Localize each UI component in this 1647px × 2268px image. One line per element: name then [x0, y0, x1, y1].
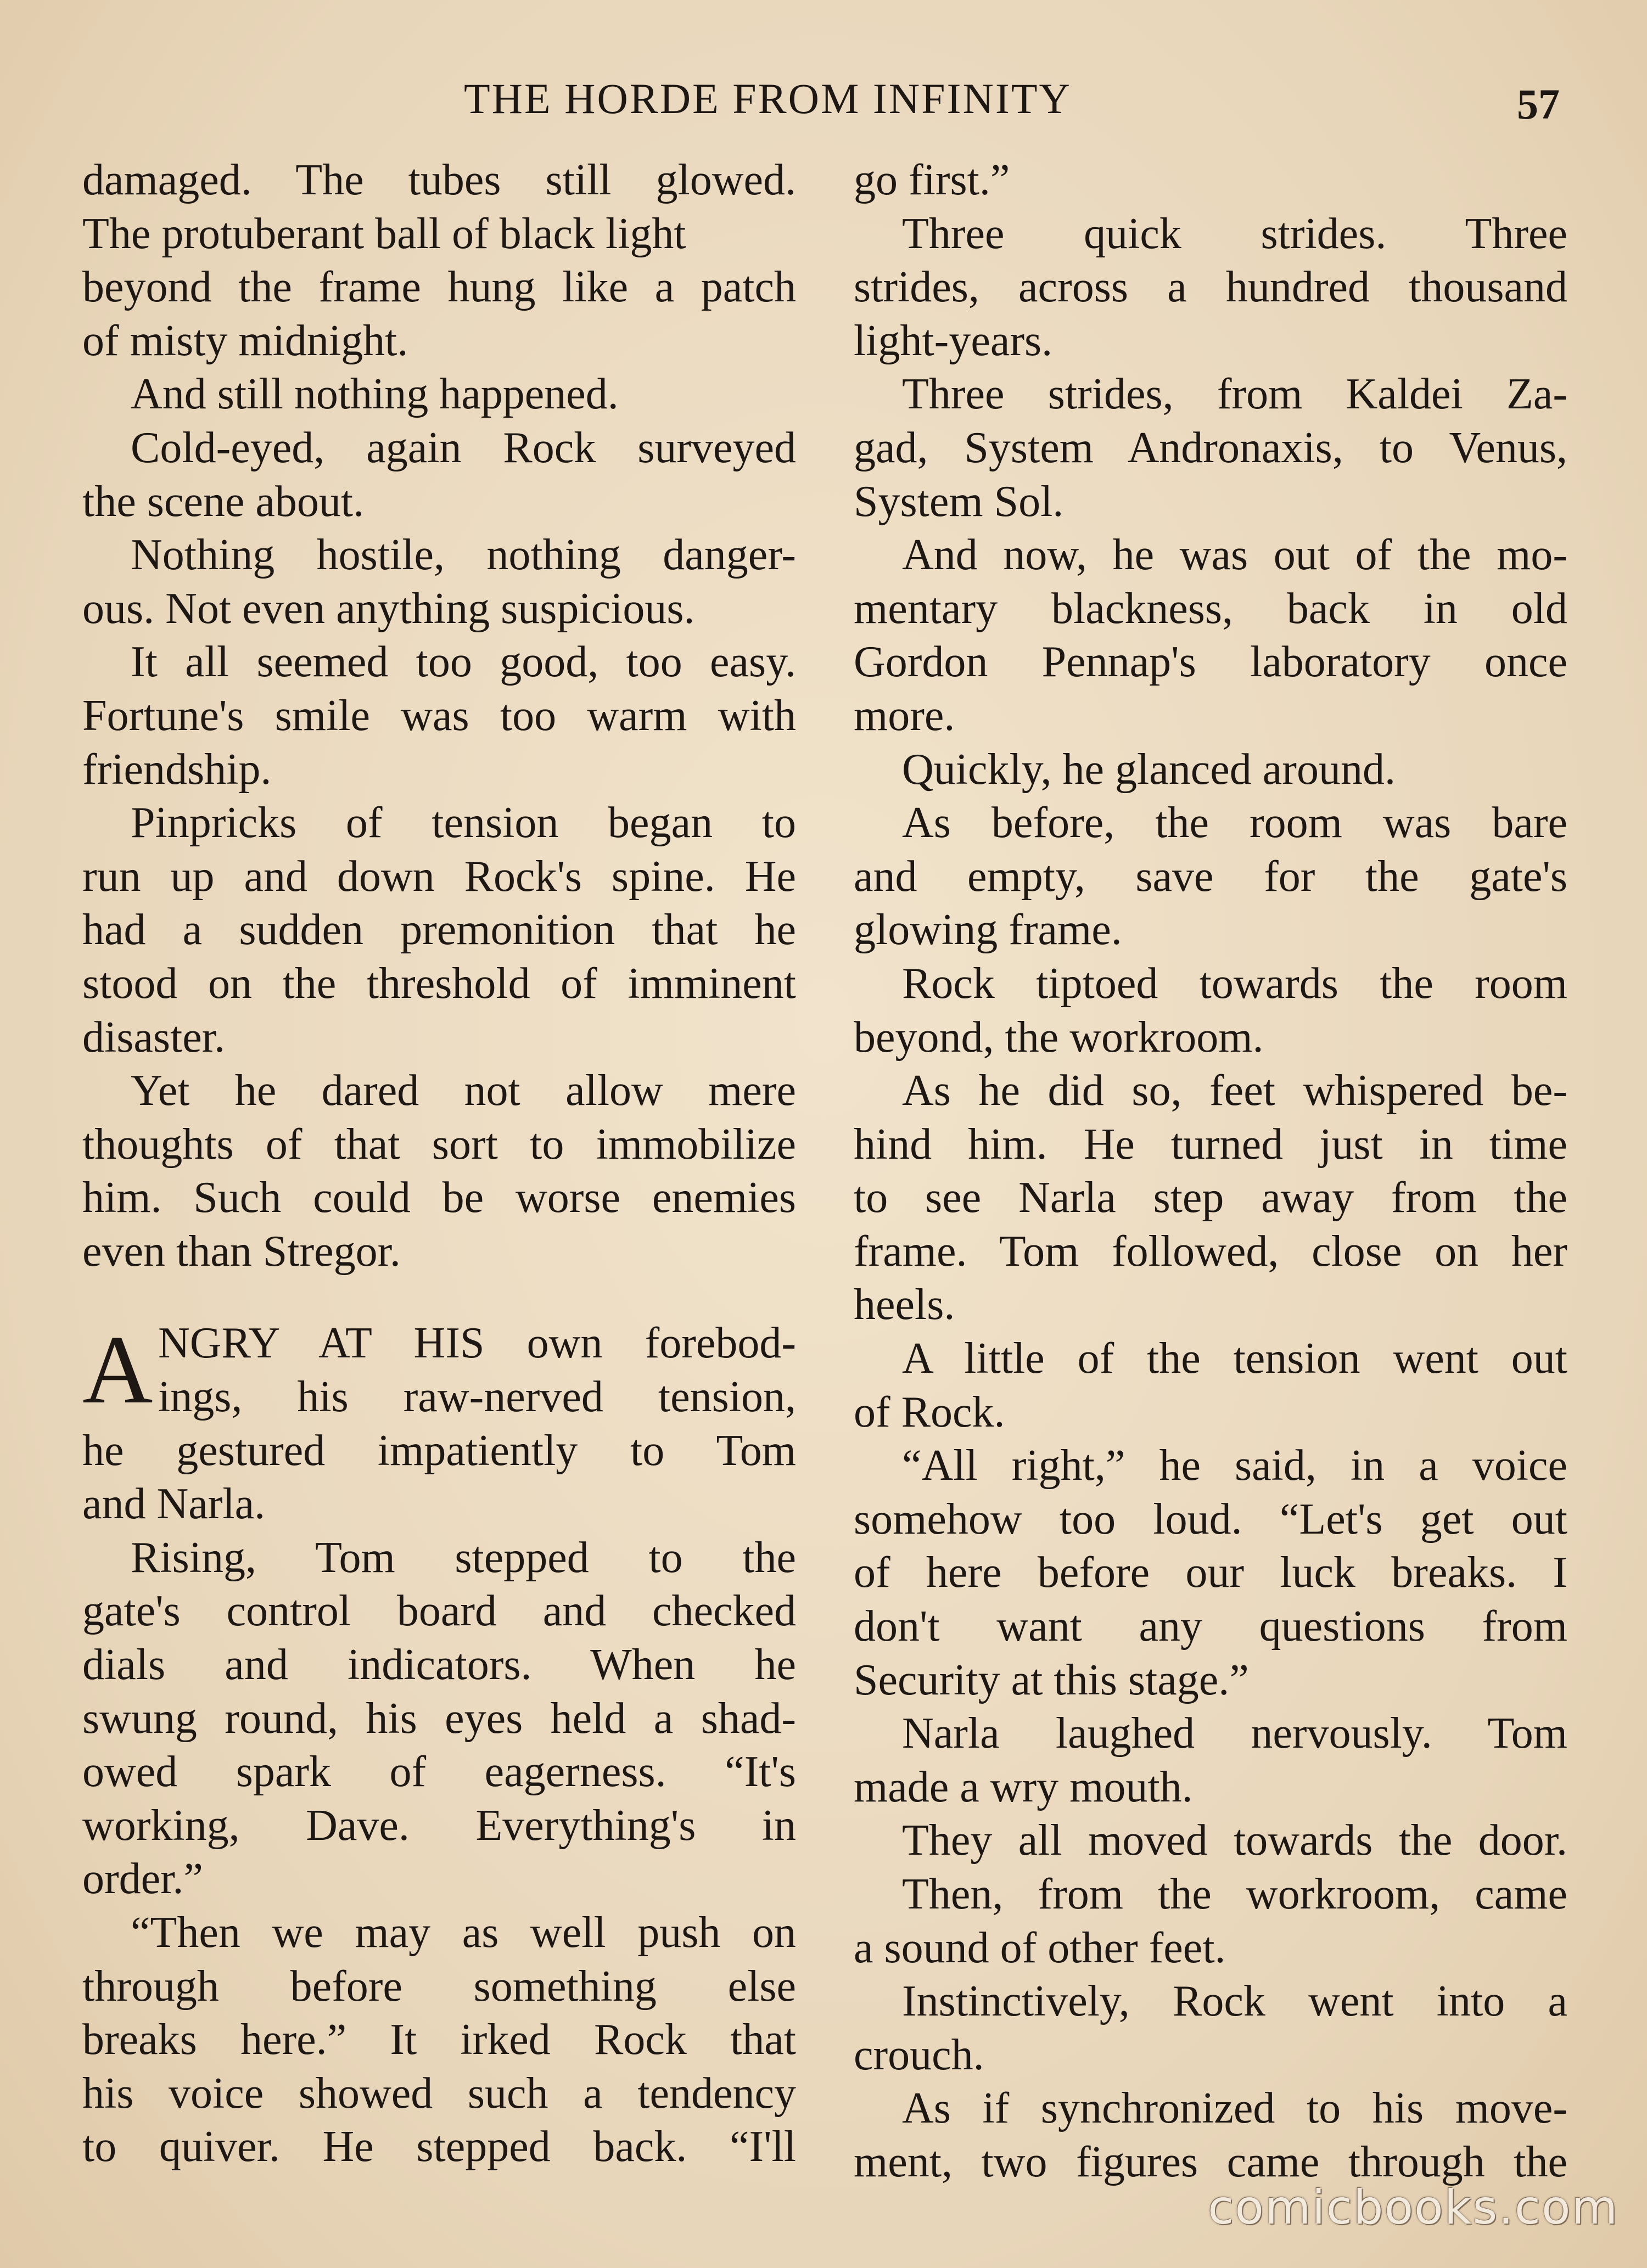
text-line: crouch.	[854, 2030, 984, 2079]
text-line: his voice showed such a tendency	[82, 2069, 796, 2118]
text-line: thoughts of that sort to immobilize	[82, 1120, 796, 1169]
text-line: Gordon Pennap's laboratory once	[854, 638, 1567, 687]
text-line: Rising, Tom stepped to the	[131, 1533, 796, 1582]
left-column	[82, 154, 796, 2174]
text-line: System Sol.	[854, 477, 1064, 526]
text-line: a sound of other feet.	[854, 1923, 1226, 1972]
text-line: “All right,” he said, in a voice	[902, 1441, 1567, 1490]
text-line: even than Stregor.	[82, 1227, 401, 1276]
text-line: the scene about.	[82, 477, 365, 526]
text-line: light-years.	[854, 316, 1053, 365]
text-line: dials and indicators. When he	[82, 1641, 796, 1689]
text-line: As he did so, feet whispered be-	[902, 1066, 1567, 1115]
text-line: And now, he was out of the mo-	[902, 531, 1567, 580]
text-line: Quickly, he glanced around.	[902, 745, 1396, 794]
text-line: beyond the frame hung like a patch	[82, 263, 796, 312]
text-line: Instinctively, Rock went into a	[902, 1977, 1567, 2026]
right-column	[854, 154, 1567, 2190]
text-line: Then, from the workroom, came	[902, 1870, 1567, 1918]
text-line: Rock tiptoed towards the room	[902, 959, 1567, 1008]
text-line: Nothing hostile, nothing danger-	[131, 531, 796, 580]
section-opening	[82, 1317, 796, 1424]
text-line: Security at this stage.”	[854, 1655, 1249, 1704]
text-line: gad, System Andronaxis, to Venus,	[854, 423, 1567, 472]
text-line: heels.	[854, 1281, 955, 1329]
text-line: Cold-eyed, again Rock surveyed	[131, 423, 796, 472]
text-line: through before something else	[82, 1962, 796, 2011]
text-line: They all moved towards the door.	[902, 1816, 1567, 1865]
text-line: to see Narla step away from the	[854, 1174, 1567, 1222]
text-line: mentary blackness, back in old	[854, 584, 1567, 633]
text-line: Pinpricks of tension began to	[131, 799, 796, 847]
text-line: he gestured impatiently to Tom	[82, 1426, 796, 1475]
text-line: and empty, save for the gate's	[854, 852, 1567, 901]
text-line: NGRY AT HIS own forebod-	[158, 1319, 796, 1368]
text-line: damaged. The tubes still glowed.	[82, 156, 796, 204]
text-line: And still nothing happened.	[131, 370, 619, 419]
text-line: don't want any questions from	[854, 1602, 1567, 1651]
text-line: ment, two figures came through the	[854, 2137, 1567, 2186]
text-line: had a sudden premonition that he	[82, 906, 796, 955]
text-line: Three strides, from Kaldei Za-	[902, 370, 1567, 419]
watermark: comicbooks.com	[1208, 2180, 1619, 2235]
text-line: The protuberant ball of black light	[82, 209, 686, 258]
text-line: made a wry mouth.	[854, 1762, 1193, 1811]
text-line: disaster.	[82, 1013, 225, 1062]
text-line: hind him. He turned just in time	[854, 1120, 1567, 1169]
running-title: THE HORDE FROM INFINITY	[464, 75, 1072, 122]
text-line: of misty midnight.	[82, 316, 408, 365]
text-line: A little of the tension went out	[902, 1334, 1567, 1383]
text-line: As if synchronized to his move-	[902, 2084, 1567, 2133]
text-line: owed spark of eagerness. “It's	[82, 1748, 796, 1797]
text-line: “Then we may as well push on	[131, 1908, 796, 1957]
text-line: gate's control board and checked	[82, 1587, 796, 1636]
text-line: of Rock.	[854, 1388, 1005, 1436]
text-line: ings, his raw-nerved tension,	[158, 1373, 796, 1422]
text-line: Narla laughed nervously. Tom	[902, 1709, 1567, 1758]
text-line: Three quick strides. Three	[902, 209, 1567, 258]
text-line: somehow too loud. “Let's get out	[854, 1495, 1567, 1543]
drop-cap: A	[82, 1315, 153, 1424]
text-line: stood on the threshold of imminent	[82, 959, 796, 1008]
text-line: swung round, his eyes held a shad-	[82, 1694, 796, 1743]
page-header	[0, 71, 1647, 126]
text-line: beyond, the workroom.	[854, 1013, 1264, 1062]
text-line: glowing frame.	[854, 906, 1122, 955]
text-line: It all seemed too good, too easy.	[131, 638, 796, 687]
text-line: strides, across a hundred thousand	[854, 263, 1567, 312]
text-line: frame. Tom followed, close on her	[854, 1227, 1567, 1276]
text-line: of here before our luck breaks. I	[854, 1548, 1567, 1597]
section-break	[82, 1278, 796, 1317]
text-line: and Narla.	[82, 1480, 266, 1529]
text-line: friendship.	[82, 745, 272, 794]
text-line: As before, the room was bare	[902, 799, 1567, 847]
page-number: 57	[1517, 80, 1560, 128]
text-line: order.”	[82, 1855, 203, 1904]
text-line: go first.”	[854, 156, 1010, 204]
text-line: run up and down Rock's spine. He	[82, 852, 796, 901]
text-line: ous. Not even anything suspicious.	[82, 584, 695, 633]
text-line: breaks here.” It irked Rock that	[82, 2016, 796, 2064]
text-line: him. Such could be worse enemies	[82, 1174, 796, 1222]
text-line: Fortune's smile was too warm with	[82, 691, 796, 740]
text-line: working, Dave. Everything's in	[82, 1801, 796, 1850]
text-line: to quiver. He stepped back. “I'll	[82, 2123, 796, 2171]
text-line: more.	[854, 691, 955, 740]
text-line: Yet he dared not allow mere	[131, 1066, 796, 1115]
